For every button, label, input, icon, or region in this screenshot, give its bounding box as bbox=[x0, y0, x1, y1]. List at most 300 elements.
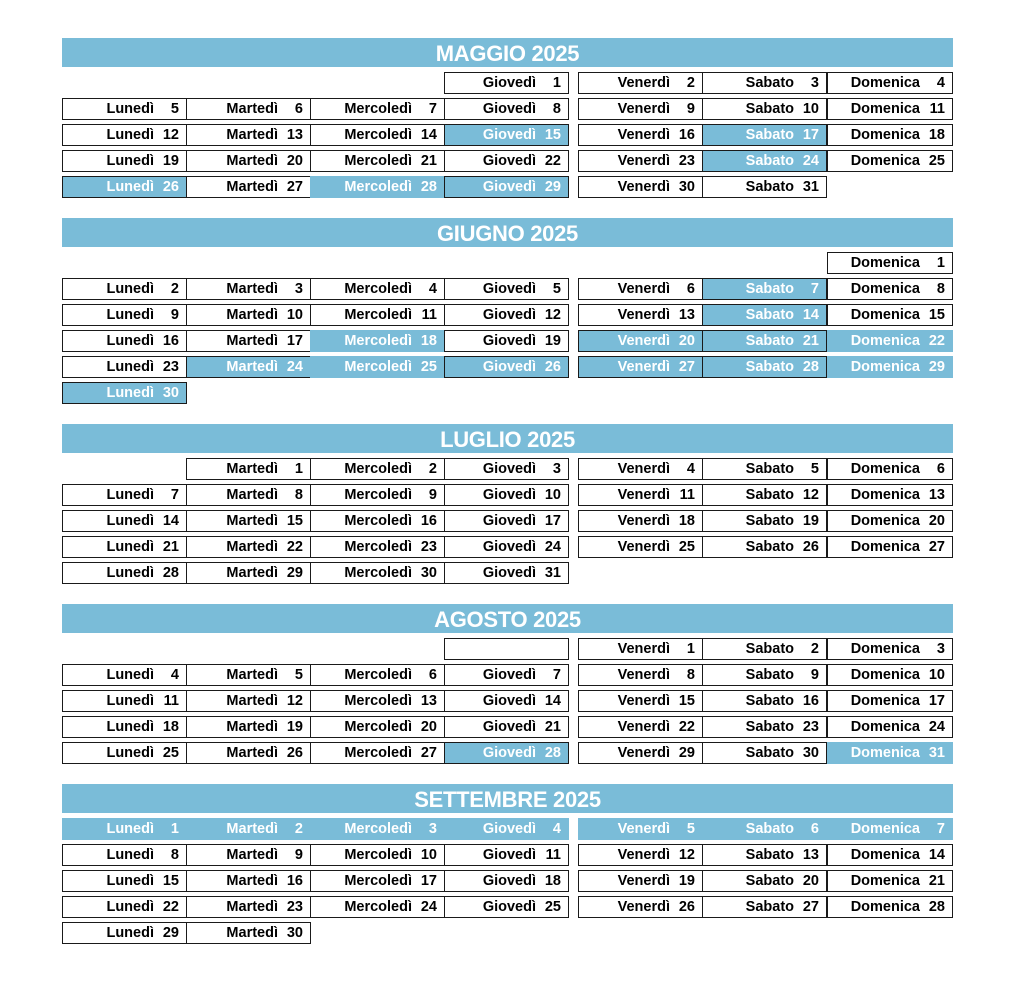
day-name: Venerdì bbox=[617, 641, 670, 657]
day-cell bbox=[702, 844, 827, 866]
day-cell bbox=[827, 356, 953, 378]
day-name: Domenica bbox=[850, 127, 920, 143]
day-number: 27 bbox=[420, 745, 437, 761]
day-number: 13 bbox=[420, 693, 437, 709]
day-name: Mercoledì bbox=[344, 333, 412, 349]
day-number: 19 bbox=[286, 719, 303, 735]
day-name: Venerdì bbox=[617, 821, 670, 837]
day-cell bbox=[702, 818, 827, 840]
day-number: 4 bbox=[170, 667, 179, 683]
day-number: 26 bbox=[544, 359, 561, 375]
week-row bbox=[62, 252, 953, 274]
day-number: 29 bbox=[928, 359, 945, 375]
week-row bbox=[62, 176, 953, 198]
day-name: Giovedì bbox=[482, 667, 536, 683]
day-cell bbox=[827, 896, 953, 918]
day-name: Sabato bbox=[745, 693, 794, 709]
week-row bbox=[62, 818, 953, 840]
day-cell bbox=[444, 98, 569, 120]
day-cell bbox=[186, 818, 311, 840]
day-name: Mercoledì bbox=[344, 899, 412, 915]
day-number: 10 bbox=[928, 667, 945, 683]
day-cell bbox=[62, 742, 187, 764]
day-number: 3 bbox=[428, 821, 437, 837]
day-cell bbox=[444, 716, 569, 738]
day-cell bbox=[827, 72, 953, 94]
day-cell bbox=[578, 458, 703, 480]
day-number: 22 bbox=[928, 333, 945, 349]
day-number: 8 bbox=[294, 487, 303, 503]
day-number: 11 bbox=[421, 307, 437, 323]
day-number: 28 bbox=[420, 179, 437, 195]
day-cell bbox=[186, 356, 311, 378]
day-number: 21 bbox=[802, 333, 819, 349]
day-name: Sabato bbox=[745, 641, 794, 657]
day-name: Lunedì bbox=[106, 745, 154, 761]
day-cell bbox=[702, 742, 827, 764]
day-cell bbox=[186, 742, 311, 764]
day-cell bbox=[827, 510, 953, 532]
day-name: Mercoledì bbox=[344, 487, 412, 503]
day-number: 10 bbox=[420, 847, 437, 863]
day-cell bbox=[310, 176, 445, 198]
day-cell bbox=[827, 484, 953, 506]
day-name: Domenica bbox=[850, 719, 920, 735]
day-number: 1 bbox=[552, 75, 561, 91]
day-number: 19 bbox=[544, 333, 561, 349]
day-number: 4 bbox=[686, 461, 695, 477]
day-number: 5 bbox=[294, 667, 303, 683]
day-number: 8 bbox=[170, 847, 179, 863]
week-row bbox=[62, 124, 953, 146]
day-cell bbox=[827, 742, 953, 764]
day-number: 22 bbox=[162, 899, 179, 915]
day-cell bbox=[62, 536, 187, 558]
day-cell bbox=[702, 870, 827, 892]
day-number: 18 bbox=[678, 513, 695, 529]
day-number: 7 bbox=[170, 487, 179, 503]
day-number: 4 bbox=[552, 821, 561, 837]
day-cell bbox=[827, 124, 953, 146]
day-cell bbox=[444, 458, 569, 480]
day-cell bbox=[310, 330, 445, 352]
day-name: Domenica bbox=[850, 539, 920, 555]
day-name: Mercoledì bbox=[344, 745, 412, 761]
day-cell bbox=[827, 818, 953, 840]
day-number: 7 bbox=[936, 821, 945, 837]
day-cell bbox=[702, 150, 827, 172]
day-cell bbox=[310, 716, 445, 738]
day-number: 16 bbox=[678, 127, 695, 143]
day-cell bbox=[578, 510, 703, 532]
day-number: 13 bbox=[678, 307, 695, 323]
day-number: 6 bbox=[936, 461, 945, 477]
day-cell bbox=[444, 690, 569, 712]
day-name: Venerdì bbox=[617, 513, 670, 529]
day-name: Mercoledì bbox=[344, 359, 412, 375]
day-name: Sabato bbox=[745, 127, 794, 143]
day-name: Martedì bbox=[226, 667, 278, 683]
day-cell bbox=[827, 638, 953, 660]
day-name: Giovedì bbox=[482, 307, 536, 323]
day-cell bbox=[702, 458, 827, 480]
day-name: Domenica bbox=[850, 641, 920, 657]
day-name: Sabato bbox=[745, 847, 794, 863]
day-number: 14 bbox=[544, 693, 561, 709]
day-name: Sabato bbox=[745, 307, 794, 323]
day-cell bbox=[702, 690, 827, 712]
day-cell bbox=[186, 690, 311, 712]
day-cell bbox=[444, 844, 569, 866]
day-number: 27 bbox=[802, 899, 819, 915]
day-number: 3 bbox=[810, 75, 819, 91]
day-name: Venerdì bbox=[617, 75, 670, 91]
day-number: 24 bbox=[802, 153, 819, 169]
day-number: 6 bbox=[428, 667, 437, 683]
month-title: LUGLIO 2025 bbox=[62, 424, 953, 453]
day-number: 9 bbox=[170, 307, 179, 323]
day-name: Mercoledì bbox=[344, 513, 412, 529]
day-number: 16 bbox=[162, 333, 179, 349]
day-name: Giovedì bbox=[482, 75, 536, 91]
day-number: 29 bbox=[162, 925, 179, 941]
day-name: Sabato bbox=[745, 487, 794, 503]
day-cell bbox=[444, 124, 569, 146]
day-name: Venerdì bbox=[617, 307, 670, 323]
day-number: 15 bbox=[162, 873, 179, 889]
day-name: Domenica bbox=[850, 513, 920, 529]
day-cell bbox=[186, 150, 311, 172]
day-cell bbox=[62, 356, 187, 378]
day-name: Lunedì bbox=[106, 281, 154, 297]
day-number: 22 bbox=[544, 153, 561, 169]
week-row bbox=[62, 510, 953, 532]
day-cell bbox=[186, 176, 311, 198]
day-cell bbox=[62, 176, 187, 198]
day-number: 24 bbox=[928, 719, 945, 735]
day-cell bbox=[578, 690, 703, 712]
day-name: Domenica bbox=[850, 821, 920, 837]
day-number: 12 bbox=[286, 693, 303, 709]
day-number: 1 bbox=[170, 821, 179, 837]
day-cell bbox=[186, 870, 311, 892]
day-cell bbox=[310, 150, 445, 172]
day-name: Martedì bbox=[226, 565, 278, 581]
day-number: 3 bbox=[552, 461, 561, 477]
day-number: 23 bbox=[162, 359, 179, 375]
day-number: 16 bbox=[420, 513, 437, 529]
day-cell bbox=[62, 510, 187, 532]
day-name: Sabato bbox=[745, 539, 794, 555]
day-cell bbox=[310, 98, 445, 120]
day-name: Venerdì bbox=[617, 487, 670, 503]
week-row bbox=[62, 330, 953, 352]
day-name: Mercoledì bbox=[344, 281, 412, 297]
day-name: Domenica bbox=[850, 359, 920, 375]
day-name: Domenica bbox=[850, 281, 920, 297]
day-cell bbox=[827, 664, 953, 686]
day-cell bbox=[702, 98, 827, 120]
day-cell bbox=[444, 536, 569, 558]
day-name: Giovedì bbox=[482, 821, 536, 837]
day-number: 1 bbox=[686, 641, 695, 657]
day-number: 22 bbox=[678, 719, 695, 735]
day-cell bbox=[444, 356, 569, 378]
week-row bbox=[62, 922, 953, 944]
day-number: 9 bbox=[810, 667, 819, 683]
day-name: Lunedì bbox=[106, 333, 154, 349]
day-number: 2 bbox=[294, 821, 303, 837]
day-cell bbox=[578, 98, 703, 120]
day-cell bbox=[702, 278, 827, 300]
day-name: Mercoledì bbox=[344, 127, 412, 143]
day-name: Martedì bbox=[226, 179, 278, 195]
day-name: Venerdì bbox=[617, 873, 670, 889]
day-number: 17 bbox=[286, 333, 303, 349]
day-cell bbox=[310, 484, 445, 506]
day-name: Martedì bbox=[226, 847, 278, 863]
day-cell bbox=[578, 484, 703, 506]
day-number: 22 bbox=[286, 539, 303, 555]
day-number: 21 bbox=[928, 873, 945, 889]
day-number: 18 bbox=[544, 873, 561, 889]
day-number: 18 bbox=[162, 719, 179, 735]
day-number: 26 bbox=[678, 899, 695, 915]
day-name: Sabato bbox=[745, 513, 794, 529]
day-cell bbox=[578, 176, 703, 198]
day-name: Giovedì bbox=[482, 461, 536, 477]
day-name: Mercoledì bbox=[344, 179, 412, 195]
day-number: 27 bbox=[928, 539, 945, 555]
day-cell bbox=[62, 716, 187, 738]
day-number: 11 bbox=[679, 487, 695, 503]
day-name: Martedì bbox=[226, 821, 278, 837]
day-name: Mercoledì bbox=[344, 719, 412, 735]
day-cell bbox=[310, 278, 445, 300]
month-title: GIUGNO 2025 bbox=[62, 218, 953, 247]
day-name: Domenica bbox=[850, 847, 920, 863]
day-cell bbox=[444, 818, 569, 840]
day-number: 14 bbox=[928, 847, 945, 863]
day-name: Lunedì bbox=[106, 539, 154, 555]
day-cell bbox=[827, 458, 953, 480]
day-cell bbox=[310, 458, 445, 480]
day-cell bbox=[578, 72, 703, 94]
day-name: Giovedì bbox=[482, 873, 536, 889]
week-row bbox=[62, 278, 953, 300]
day-cell bbox=[186, 716, 311, 738]
day-number: 2 bbox=[686, 75, 695, 91]
day-cell bbox=[62, 330, 187, 352]
day-number: 23 bbox=[286, 899, 303, 915]
day-number: 11 bbox=[545, 847, 561, 863]
day-cell bbox=[186, 484, 311, 506]
day-number: 30 bbox=[420, 565, 437, 581]
day-name: Giovedì bbox=[482, 847, 536, 863]
day-number: 5 bbox=[552, 281, 561, 297]
day-cell bbox=[578, 124, 703, 146]
day-cell bbox=[702, 510, 827, 532]
day-cell bbox=[444, 870, 569, 892]
day-cell bbox=[62, 98, 187, 120]
day-cell bbox=[310, 818, 445, 840]
day-name: Lunedì bbox=[106, 101, 154, 117]
day-name: Giovedì bbox=[482, 179, 536, 195]
day-cell bbox=[702, 896, 827, 918]
day-cell bbox=[578, 150, 703, 172]
day-name: Mercoledì bbox=[344, 307, 412, 323]
day-cell bbox=[702, 716, 827, 738]
day-name: Lunedì bbox=[106, 873, 154, 889]
day-name: Venerdì bbox=[617, 101, 670, 117]
day-name: Mercoledì bbox=[344, 153, 412, 169]
day-name: Domenica bbox=[850, 745, 920, 761]
day-name: Martedì bbox=[226, 281, 278, 297]
day-cell bbox=[310, 356, 445, 378]
day-name: Giovedì bbox=[482, 153, 536, 169]
day-number: 3 bbox=[936, 641, 945, 657]
day-name: Martedì bbox=[226, 487, 278, 503]
day-name: Mercoledì bbox=[344, 565, 412, 581]
day-number: 20 bbox=[802, 873, 819, 889]
day-number: 25 bbox=[162, 745, 179, 761]
day-cell bbox=[578, 664, 703, 686]
day-number: 31 bbox=[928, 745, 945, 761]
day-name: Martedì bbox=[226, 513, 278, 529]
day-number: 29 bbox=[544, 179, 561, 195]
day-name: Mercoledì bbox=[344, 693, 412, 709]
day-cell bbox=[578, 304, 703, 326]
day-number: 12 bbox=[544, 307, 561, 323]
day-cell bbox=[444, 510, 569, 532]
day-cell bbox=[827, 330, 953, 352]
day-number: 31 bbox=[802, 179, 819, 195]
day-number: 20 bbox=[678, 333, 695, 349]
day-name: Venerdì bbox=[617, 333, 670, 349]
day-name: Giovedì bbox=[482, 487, 536, 503]
week-row bbox=[62, 664, 953, 686]
day-cell bbox=[186, 278, 311, 300]
day-number: 30 bbox=[802, 745, 819, 761]
day-number: 17 bbox=[928, 693, 945, 709]
day-name: Venerdì bbox=[617, 179, 670, 195]
day-cell bbox=[186, 124, 311, 146]
day-number: 26 bbox=[162, 179, 179, 195]
day-cell bbox=[62, 124, 187, 146]
week-row bbox=[62, 870, 953, 892]
day-name: Giovedì bbox=[482, 359, 536, 375]
day-cell bbox=[578, 330, 703, 352]
day-number: 7 bbox=[428, 101, 437, 117]
week-row bbox=[62, 536, 953, 558]
day-number: 18 bbox=[928, 127, 945, 143]
day-number: 2 bbox=[810, 641, 819, 657]
day-name: Martedì bbox=[226, 127, 278, 143]
month-title: SETTEMBRE 2025 bbox=[62, 784, 953, 813]
day-name: Domenica bbox=[850, 461, 920, 477]
day-name: Lunedì bbox=[106, 385, 154, 401]
day-name: Giovedì bbox=[482, 745, 536, 761]
week-row bbox=[62, 150, 953, 172]
day-cell bbox=[186, 458, 311, 480]
day-number: 15 bbox=[286, 513, 303, 529]
day-name: Domenica bbox=[850, 899, 920, 915]
week-row bbox=[62, 458, 953, 480]
empty-day-cell bbox=[444, 638, 569, 660]
day-number: 16 bbox=[286, 873, 303, 889]
day-number: 10 bbox=[544, 487, 561, 503]
day-name: Venerdì bbox=[617, 719, 670, 735]
day-name: Martedì bbox=[226, 101, 278, 117]
day-name: Venerdì bbox=[617, 539, 670, 555]
day-cell bbox=[578, 742, 703, 764]
day-cell bbox=[186, 510, 311, 532]
day-name: Giovedì bbox=[482, 101, 536, 117]
day-cell bbox=[186, 896, 311, 918]
day-cell bbox=[62, 922, 187, 944]
day-cell bbox=[444, 896, 569, 918]
day-number: 24 bbox=[420, 899, 437, 915]
day-cell bbox=[702, 638, 827, 660]
day-number: 19 bbox=[678, 873, 695, 889]
day-cell bbox=[310, 562, 445, 584]
day-cell bbox=[444, 562, 569, 584]
day-name: Lunedì bbox=[106, 899, 154, 915]
day-number: 6 bbox=[810, 821, 819, 837]
day-name: Sabato bbox=[745, 719, 794, 735]
day-number: 2 bbox=[170, 281, 179, 297]
day-name: Mercoledì bbox=[344, 667, 412, 683]
day-number: 15 bbox=[544, 127, 561, 143]
day-cell bbox=[186, 98, 311, 120]
day-cell bbox=[186, 562, 311, 584]
day-number: 13 bbox=[928, 487, 945, 503]
day-number: 6 bbox=[294, 101, 303, 117]
day-cell bbox=[444, 278, 569, 300]
day-name: Lunedì bbox=[106, 179, 154, 195]
day-number: 15 bbox=[928, 307, 945, 323]
day-cell bbox=[62, 278, 187, 300]
day-name: Martedì bbox=[226, 693, 278, 709]
day-cell bbox=[827, 150, 953, 172]
day-cell bbox=[444, 150, 569, 172]
day-cell bbox=[62, 304, 187, 326]
day-cell bbox=[444, 330, 569, 352]
day-cell bbox=[578, 278, 703, 300]
day-cell bbox=[62, 664, 187, 686]
day-cell bbox=[702, 176, 827, 198]
day-number: 23 bbox=[802, 719, 819, 735]
day-cell bbox=[827, 870, 953, 892]
day-cell bbox=[62, 382, 187, 404]
day-number: 19 bbox=[162, 153, 179, 169]
day-name: Domenica bbox=[850, 487, 920, 503]
day-name: Domenica bbox=[850, 873, 920, 889]
day-name: Lunedì bbox=[106, 925, 154, 941]
day-number: 10 bbox=[286, 307, 303, 323]
day-cell bbox=[310, 536, 445, 558]
day-number: 20 bbox=[928, 513, 945, 529]
day-cell bbox=[186, 664, 311, 686]
day-name: Lunedì bbox=[106, 821, 154, 837]
week-row bbox=[62, 98, 953, 120]
day-number: 11 bbox=[163, 693, 179, 709]
day-number: 7 bbox=[552, 667, 561, 683]
day-name: Martedì bbox=[226, 333, 278, 349]
day-cell bbox=[310, 690, 445, 712]
day-cell bbox=[827, 844, 953, 866]
day-cell bbox=[578, 638, 703, 660]
